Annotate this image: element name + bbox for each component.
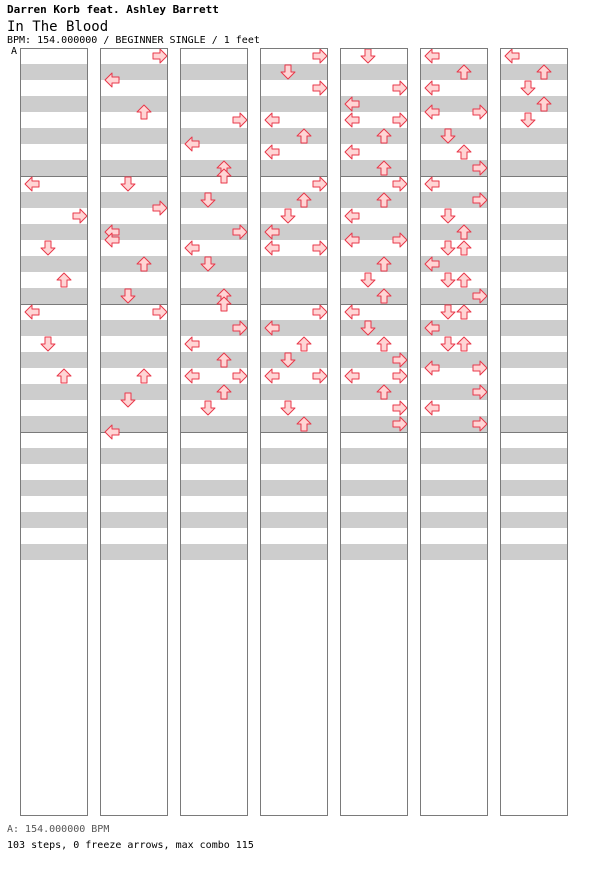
arrow-left-icon xyxy=(264,112,280,128)
beat-band xyxy=(341,544,407,560)
beat-band xyxy=(341,480,407,496)
beat-band xyxy=(21,128,87,144)
arrow-up-icon xyxy=(456,224,472,240)
beat-band xyxy=(341,352,407,368)
beat-band xyxy=(261,256,327,272)
beat-band xyxy=(421,352,487,368)
beat-band xyxy=(261,320,327,336)
beat-band xyxy=(101,320,167,336)
chart-column-2 xyxy=(100,48,168,816)
arrow-down-icon xyxy=(280,400,296,416)
arrow-up-icon xyxy=(376,384,392,400)
arrow-right-icon xyxy=(312,80,328,96)
beat-band xyxy=(261,160,327,176)
beat-band xyxy=(421,544,487,560)
measure-line xyxy=(261,304,327,305)
beat-band xyxy=(21,352,87,368)
arrow-right-icon xyxy=(152,48,168,64)
arrow-left-icon xyxy=(344,144,360,160)
song-artist: Darren Korb feat. Ashley Barrett xyxy=(7,3,219,16)
beat-band xyxy=(341,160,407,176)
beat-band xyxy=(421,96,487,112)
beat-band xyxy=(341,64,407,80)
beat-band xyxy=(181,256,247,272)
measure-line xyxy=(421,432,487,433)
arrow-right-icon xyxy=(392,416,408,432)
arrow-left-icon xyxy=(344,112,360,128)
arrow-up-icon xyxy=(376,128,392,144)
arrow-right-icon xyxy=(312,368,328,384)
arrow-right-icon xyxy=(232,224,248,240)
beat-band xyxy=(501,512,567,528)
beat-band xyxy=(261,416,327,432)
measure-line xyxy=(101,304,167,305)
measure-line xyxy=(181,304,247,305)
arrow-up-icon xyxy=(536,96,552,112)
beat-band xyxy=(421,448,487,464)
arrow-left-icon xyxy=(424,400,440,416)
arrow-down-icon xyxy=(520,80,536,96)
arrow-down-icon xyxy=(120,288,136,304)
beat-band xyxy=(21,384,87,400)
beat-band xyxy=(341,384,407,400)
arrow-left-icon xyxy=(344,96,360,112)
beat-band xyxy=(261,448,327,464)
beat-band xyxy=(501,320,567,336)
arrow-up-icon xyxy=(296,416,312,432)
beat-band xyxy=(101,288,167,304)
song-title: In The Blood xyxy=(7,19,109,35)
beat-band xyxy=(101,192,167,208)
arrow-up-icon xyxy=(456,64,472,80)
arrow-up-icon xyxy=(376,288,392,304)
arrow-up-icon xyxy=(376,160,392,176)
arrow-left-icon xyxy=(424,104,440,120)
beat-band xyxy=(261,480,327,496)
arrow-right-icon xyxy=(472,360,488,376)
beat-band xyxy=(181,64,247,80)
arrow-left-icon xyxy=(424,176,440,192)
beat-band xyxy=(421,256,487,272)
chart-column-1 xyxy=(20,48,88,816)
arrow-up-icon xyxy=(296,336,312,352)
arrow-right-icon xyxy=(472,104,488,120)
arrow-right-icon xyxy=(152,304,168,320)
arrow-right-icon xyxy=(472,160,488,176)
beat-band xyxy=(421,384,487,400)
measure-line xyxy=(341,304,407,305)
arrow-right-icon xyxy=(392,352,408,368)
beat-band xyxy=(341,320,407,336)
beat-band xyxy=(421,416,487,432)
arrow-right-icon xyxy=(392,368,408,384)
measure-line xyxy=(181,176,247,177)
arrow-right-icon xyxy=(152,200,168,216)
beat-band xyxy=(501,160,567,176)
measure-line xyxy=(421,176,487,177)
arrow-left-icon xyxy=(184,336,200,352)
beat-band xyxy=(181,160,247,176)
arrow-left-icon xyxy=(184,240,200,256)
beat-band xyxy=(421,320,487,336)
arrow-right-icon xyxy=(472,288,488,304)
arrow-left-icon xyxy=(104,424,120,440)
arrow-right-icon xyxy=(232,368,248,384)
arrow-up-icon xyxy=(216,352,232,368)
arrow-up-icon xyxy=(376,192,392,208)
beat-band xyxy=(101,480,167,496)
measure-line xyxy=(341,432,407,433)
beat-band xyxy=(101,256,167,272)
beat-band xyxy=(101,544,167,560)
arrow-right-icon xyxy=(392,112,408,128)
arrow-down-icon xyxy=(360,320,376,336)
arrow-left-icon xyxy=(504,48,520,64)
beat-band xyxy=(261,288,327,304)
beat-band xyxy=(21,416,87,432)
arrow-right-icon xyxy=(312,240,328,256)
arrow-up-icon xyxy=(456,240,472,256)
beat-band xyxy=(421,192,487,208)
arrow-right-icon xyxy=(392,176,408,192)
arrow-left-icon xyxy=(264,240,280,256)
arrow-left-icon xyxy=(344,368,360,384)
beat-band xyxy=(261,192,327,208)
beat-band xyxy=(21,288,87,304)
beat-band xyxy=(501,544,567,560)
beat-band xyxy=(21,64,87,80)
arrow-up-icon xyxy=(216,296,232,312)
arrow-up-icon xyxy=(136,368,152,384)
arrow-up-icon xyxy=(536,64,552,80)
arrow-down-icon xyxy=(280,208,296,224)
measure-line xyxy=(421,304,487,305)
arrow-down-icon xyxy=(280,64,296,80)
arrow-down-icon xyxy=(360,48,376,64)
measure-line xyxy=(501,304,567,305)
beat-band xyxy=(21,448,87,464)
beat-band xyxy=(101,64,167,80)
beat-band xyxy=(181,320,247,336)
beat-band xyxy=(21,320,87,336)
arrow-down-icon xyxy=(440,336,456,352)
measure-line xyxy=(341,176,407,177)
arrow-left-icon xyxy=(424,48,440,64)
beat-band xyxy=(21,256,87,272)
beat-band xyxy=(341,96,407,112)
beat-band xyxy=(341,448,407,464)
arrow-down-icon xyxy=(120,176,136,192)
arrow-up-icon xyxy=(136,104,152,120)
arrow-left-icon xyxy=(104,224,120,240)
bpm-legend: A: 154.000000 BPM xyxy=(7,824,110,835)
arrow-left-icon xyxy=(424,320,440,336)
arrow-up-icon xyxy=(456,144,472,160)
beat-band xyxy=(181,192,247,208)
arrow-down-icon xyxy=(120,392,136,408)
arrow-up-icon xyxy=(56,368,72,384)
chart-column-3 xyxy=(180,48,248,816)
beat-band xyxy=(181,224,247,240)
measure-line xyxy=(501,432,567,433)
beat-band xyxy=(181,288,247,304)
measure-line xyxy=(181,432,247,433)
arrow-left-icon xyxy=(184,368,200,384)
arrow-left-icon xyxy=(424,360,440,376)
arrow-left-icon xyxy=(344,232,360,248)
bpm-change-line xyxy=(20,48,88,49)
arrow-right-icon xyxy=(472,192,488,208)
beat-band xyxy=(421,480,487,496)
beat-band xyxy=(421,160,487,176)
beat-band xyxy=(101,96,167,112)
beat-band xyxy=(181,512,247,528)
beat-band xyxy=(341,128,407,144)
arrow-left-icon xyxy=(264,144,280,160)
measure-line xyxy=(21,176,87,177)
beat-band xyxy=(21,96,87,112)
beat-band xyxy=(181,480,247,496)
arrow-up-icon xyxy=(216,288,232,304)
beat-band xyxy=(21,512,87,528)
arrow-up-icon xyxy=(216,160,232,176)
step-stats: 103 steps, 0 freeze arrows, max combo 115 xyxy=(7,840,254,851)
beat-band xyxy=(21,160,87,176)
beat-band xyxy=(101,160,167,176)
beat-band xyxy=(421,224,487,240)
beat-band xyxy=(501,288,567,304)
arrow-down-icon xyxy=(280,352,296,368)
bpm-marker-label: A xyxy=(11,46,18,57)
arrow-up-icon xyxy=(456,272,472,288)
beat-band xyxy=(341,192,407,208)
beat-band xyxy=(261,352,327,368)
arrow-left-icon xyxy=(104,232,120,248)
beat-band xyxy=(261,384,327,400)
arrow-up-icon xyxy=(376,256,392,272)
arrow-down-icon xyxy=(200,256,216,272)
arrow-right-icon xyxy=(312,304,328,320)
arrow-right-icon xyxy=(312,176,328,192)
beat-band xyxy=(501,448,567,464)
arrow-up-icon xyxy=(296,128,312,144)
beat-band xyxy=(501,352,567,368)
beat-band xyxy=(421,512,487,528)
arrow-up-icon xyxy=(456,336,472,352)
arrow-up-icon xyxy=(456,304,472,320)
beat-band xyxy=(421,64,487,80)
arrow-up-icon xyxy=(216,168,232,184)
chart-column-5 xyxy=(340,48,408,816)
arrow-right-icon xyxy=(392,80,408,96)
beat-band xyxy=(341,256,407,272)
arrow-up-icon xyxy=(56,272,72,288)
beat-band xyxy=(261,544,327,560)
beat-band xyxy=(341,416,407,432)
arrow-right-icon xyxy=(232,112,248,128)
measure-line xyxy=(101,432,167,433)
beat-band xyxy=(181,96,247,112)
arrow-left-icon xyxy=(344,208,360,224)
arrow-right-icon xyxy=(392,400,408,416)
beat-band xyxy=(261,512,327,528)
beat-band xyxy=(501,224,567,240)
beat-band xyxy=(501,96,567,112)
arrow-left-icon xyxy=(24,304,40,320)
arrow-right-icon xyxy=(392,232,408,248)
arrow-down-icon xyxy=(440,208,456,224)
measure-line xyxy=(101,176,167,177)
arrow-right-icon xyxy=(472,416,488,432)
beat-band xyxy=(181,384,247,400)
measure-line xyxy=(501,176,567,177)
beat-band xyxy=(341,512,407,528)
arrow-down-icon xyxy=(200,192,216,208)
arrow-left-icon xyxy=(184,136,200,152)
beat-band xyxy=(101,512,167,528)
beat-band xyxy=(421,128,487,144)
beat-band xyxy=(501,480,567,496)
arrow-down-icon xyxy=(440,240,456,256)
beat-band xyxy=(21,192,87,208)
arrow-right-icon xyxy=(472,384,488,400)
arrow-down-icon xyxy=(520,112,536,128)
arrow-right-icon xyxy=(232,320,248,336)
arrow-right-icon xyxy=(72,208,88,224)
arrow-up-icon xyxy=(216,384,232,400)
measure-line xyxy=(261,432,327,433)
beat-band xyxy=(501,128,567,144)
beat-band xyxy=(21,480,87,496)
beat-band xyxy=(101,416,167,432)
beat-band xyxy=(501,384,567,400)
beat-band xyxy=(501,256,567,272)
beat-band xyxy=(501,192,567,208)
beat-band xyxy=(101,448,167,464)
arrow-up-icon xyxy=(376,336,392,352)
beat-band xyxy=(181,416,247,432)
arrow-left-icon xyxy=(24,176,40,192)
beat-band xyxy=(341,224,407,240)
beat-band xyxy=(101,224,167,240)
arrow-up-icon xyxy=(136,256,152,272)
beat-band xyxy=(101,352,167,368)
beat-band xyxy=(261,96,327,112)
arrow-down-icon xyxy=(360,272,376,288)
chart-meta: BPM: 154.000000 / BEGINNER SINGLE / 1 feet xyxy=(7,35,260,46)
beat-band xyxy=(181,352,247,368)
beat-band xyxy=(341,288,407,304)
arrow-left-icon xyxy=(264,320,280,336)
arrow-left-icon xyxy=(264,224,280,240)
beat-band xyxy=(261,64,327,80)
beat-band xyxy=(421,288,487,304)
arrow-down-icon xyxy=(40,240,56,256)
chart-column-4 xyxy=(260,48,328,816)
beat-band xyxy=(501,416,567,432)
arrow-down-icon xyxy=(200,400,216,416)
arrow-right-icon xyxy=(312,48,328,64)
chart-column-7 xyxy=(500,48,568,816)
beat-band xyxy=(101,384,167,400)
arrow-left-icon xyxy=(264,368,280,384)
beat-band xyxy=(261,224,327,240)
arrow-up-icon xyxy=(296,192,312,208)
arrow-down-icon xyxy=(40,336,56,352)
measure-line xyxy=(21,304,87,305)
measure-line xyxy=(21,432,87,433)
arrow-left-icon xyxy=(104,72,120,88)
arrow-left-icon xyxy=(424,256,440,272)
arrow-down-icon xyxy=(440,128,456,144)
beat-band xyxy=(181,128,247,144)
arrow-left-icon xyxy=(344,304,360,320)
beat-band xyxy=(181,448,247,464)
beat-band xyxy=(101,128,167,144)
beat-band xyxy=(21,544,87,560)
beat-band xyxy=(501,64,567,80)
arrow-down-icon xyxy=(440,304,456,320)
arrow-left-icon xyxy=(424,80,440,96)
beat-band xyxy=(21,224,87,240)
beat-band xyxy=(261,128,327,144)
beat-band xyxy=(181,544,247,560)
arrow-down-icon xyxy=(440,272,456,288)
chart-column-6 xyxy=(420,48,488,816)
measure-line xyxy=(261,176,327,177)
